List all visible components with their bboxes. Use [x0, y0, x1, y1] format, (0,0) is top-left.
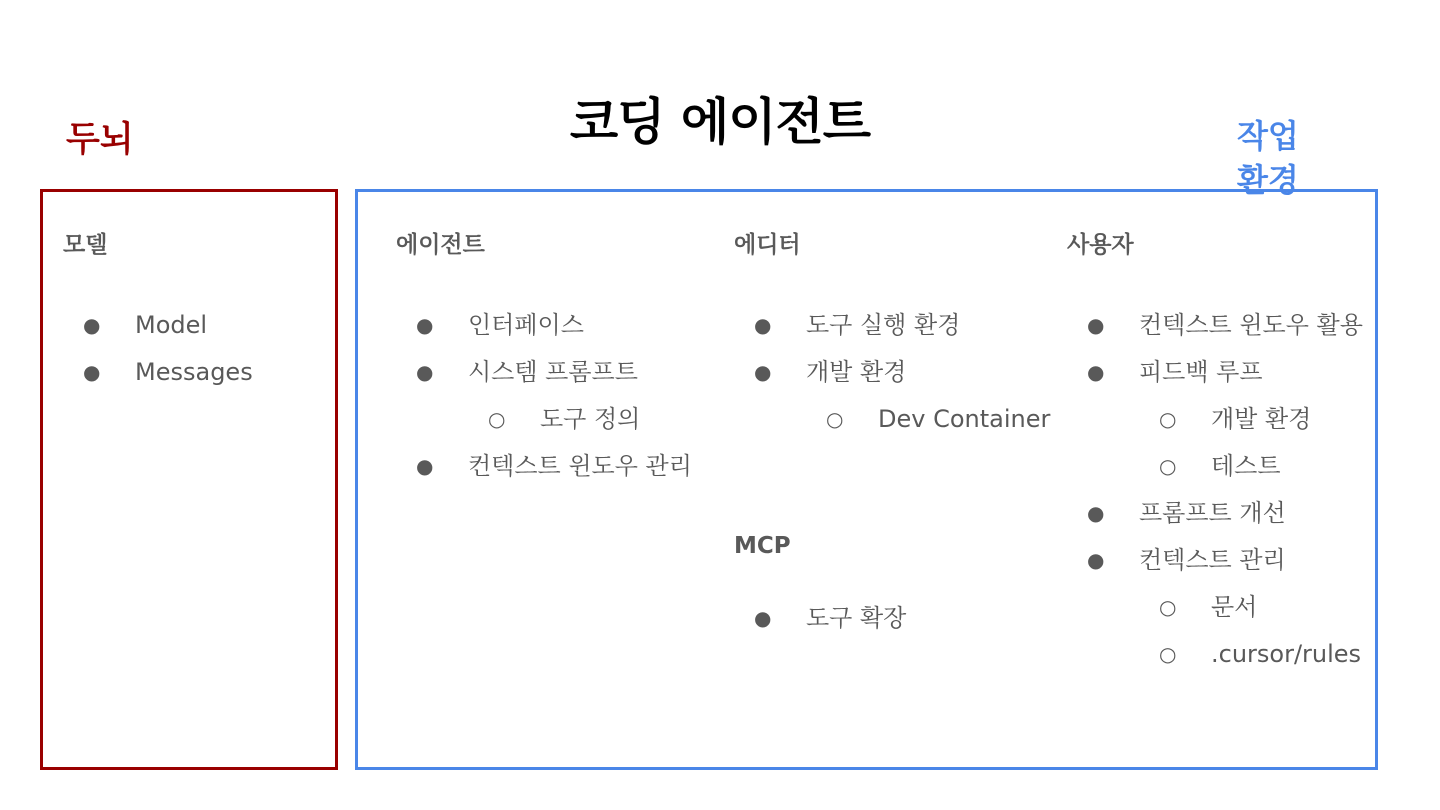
- editor-heading: 에디터: [734, 232, 801, 258]
- filled-bullet-icon: ●: [416, 454, 434, 478]
- list-item-text: 프롬프트 개선: [1139, 499, 1286, 527]
- filled-bullet-icon: ●: [83, 313, 101, 337]
- mcp-list: [734, 601, 906, 648]
- list-item-text: Dev Container: [878, 405, 1051, 433]
- list-item-text: 테스트: [1211, 452, 1281, 480]
- list-item-text: 시스템 프롬프트: [468, 358, 638, 386]
- list-item-text: Messages: [135, 358, 253, 386]
- sub-list-item: [1067, 449, 1363, 496]
- user-heading: 사용자: [1067, 232, 1134, 258]
- hollow-bullet-icon: ○: [1159, 407, 1177, 431]
- hollow-bullet-icon: ○: [1159, 595, 1177, 619]
- list-item: [1067, 543, 1363, 590]
- user-list: [1067, 308, 1363, 684]
- mcp-section: [734, 533, 906, 648]
- list-item: [396, 449, 692, 496]
- hollow-bullet-icon: ○: [1159, 642, 1177, 666]
- filled-bullet-icon: ●: [416, 313, 434, 337]
- list-item-text: 문서: [1211, 593, 1258, 621]
- list-item-text: 도구 실행 환경: [806, 311, 961, 339]
- environment-label-line1: 작업: [1237, 117, 1299, 155]
- environment-label-line2: 환경: [1237, 161, 1299, 199]
- list-item: [396, 308, 692, 355]
- hollow-bullet-icon: ○: [1159, 454, 1177, 478]
- list-item: [1067, 496, 1363, 543]
- sub-list-item: [1067, 590, 1363, 637]
- hollow-bullet-icon: ○: [488, 407, 506, 431]
- list-item: [396, 355, 692, 402]
- filled-bullet-icon: ●: [1087, 501, 1105, 525]
- list-item-text: 컨텍스트 윈도우 활용: [1139, 311, 1363, 339]
- list-item: [63, 308, 253, 355]
- model-section: [63, 226, 253, 402]
- agent-section: [396, 226, 692, 496]
- list-item: [63, 355, 253, 402]
- list-item-text: 도구 정의: [540, 405, 641, 433]
- list-item-text: 컨텍스트 관리: [1139, 546, 1286, 574]
- filled-bullet-icon: ●: [83, 360, 101, 384]
- filled-bullet-icon: ●: [1087, 360, 1105, 384]
- filled-bullet-icon: ●: [1087, 313, 1105, 337]
- filled-bullet-icon: ●: [1087, 548, 1105, 572]
- list-item-text: 피드백 루프: [1139, 358, 1263, 386]
- list-item: [1067, 308, 1363, 355]
- user-section: [1067, 226, 1363, 684]
- list-item: [734, 355, 1050, 402]
- sub-list-item: [1067, 637, 1363, 684]
- diagram-title: 코딩 에이전트: [569, 93, 871, 151]
- list-item-text: 개발 환경: [1211, 405, 1312, 433]
- list-item-text: 개발 환경: [806, 358, 907, 386]
- list-item-text: Model: [135, 311, 208, 339]
- sub-list-item: [1067, 402, 1363, 449]
- agent-list: [396, 308, 692, 496]
- filled-bullet-icon: ●: [416, 360, 434, 384]
- editor-section: [734, 226, 1050, 449]
- list-item-text: .cursor/rules: [1211, 640, 1362, 668]
- filled-bullet-icon: ●: [754, 606, 772, 630]
- sub-list-item: [396, 402, 692, 449]
- model-list: [63, 308, 253, 402]
- agent-heading: 에이전트: [396, 232, 485, 258]
- brain-label: 두뇌: [66, 120, 134, 160]
- list-item-text: 컨텍스트 윈도우 관리: [468, 452, 692, 480]
- editor-list: [734, 308, 1050, 449]
- list-item-text: 도구 확장: [806, 604, 907, 632]
- filled-bullet-icon: ●: [754, 360, 772, 384]
- mcp-heading: MCP: [734, 533, 791, 559]
- list-item: [1067, 355, 1363, 402]
- list-item: [734, 308, 1050, 355]
- model-heading: 모델: [63, 232, 108, 258]
- sub-list-item: [734, 402, 1050, 449]
- list-item: [734, 601, 906, 648]
- list-item-text: 인터페이스: [468, 311, 584, 339]
- hollow-bullet-icon: ○: [826, 407, 844, 431]
- filled-bullet-icon: ●: [754, 313, 772, 337]
